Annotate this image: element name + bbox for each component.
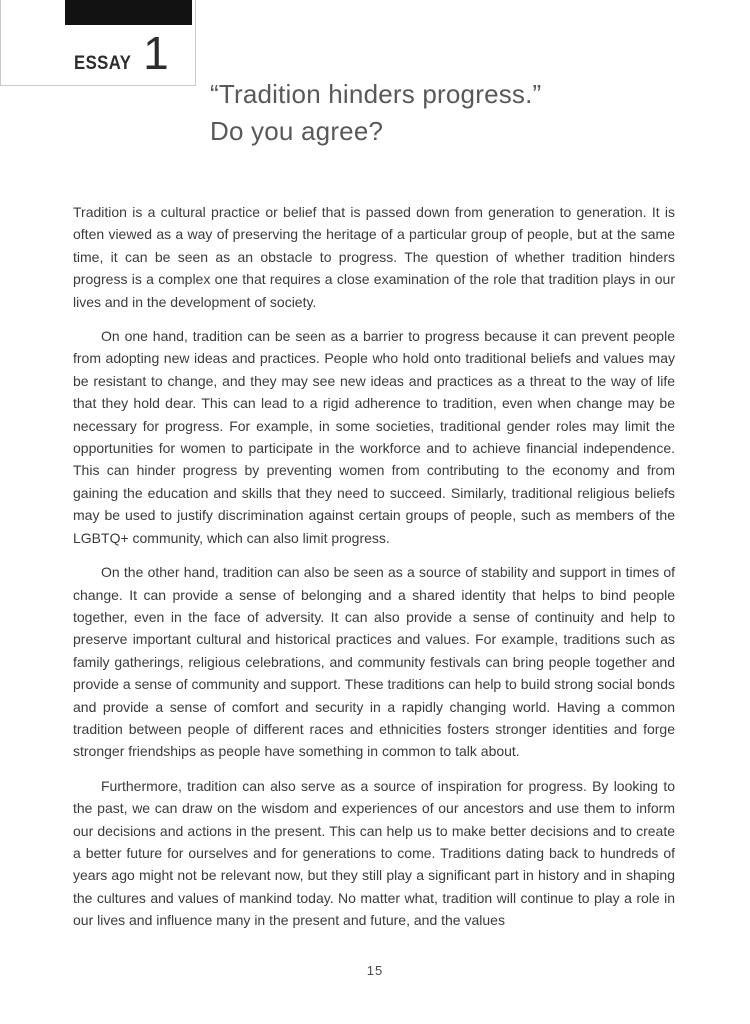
essay-title-line1: “Tradition hinders progress.”	[210, 79, 542, 109]
essay-tab-bar	[65, 0, 192, 25]
page-number: 15	[366, 963, 384, 978]
essay-title-line2: Do you agree?	[210, 116, 384, 146]
essay-paragraph-4: Furthermore, tradition can also serve as a source of inspiration for progress. By looking to the past, we can draw on the wisdom and experiences of our ancestors and use them to inform our decisions and actions in the present. This can help us to make better decisions and to create a better future for ourselves and for generations to come. Traditions dating back to hundreds of years ago might not be relevant now, but they still play a significant part in history and in shaping the cultures and values of mankind today. No matter what, tradition will continue to play a role in our lives and influence many in the present and future, and the values	[73, 777, 675, 929]
essay-label: ESSAY	[74, 53, 132, 74]
essay-number: 1	[143, 27, 169, 79]
essay-paragraph-1: Tradition is a cultural practice or belief that is passed down from generation to generation. It is often viewed as a way of preserving the heritage of a particular group of people, but at the same time, it can be seen as an obstacle to progress. The question of whether tradition hinders progress is a complex one that requires a close examination of the role that tradition plays in our lives and in the development of society.	[73, 204, 675, 310]
essay-paragraph-2: On one hand, tradition can be seen as a barrier to progress because it can prevent people from adopting new ideas and practices. People who hold onto traditional beliefs and values may be resistant to change, and they may see new ideas and practices as a threat to the way of life that they hold dear. This can lead to a rigid adherence to tradition, even when change may be necessary for progress. For example, in some societies, traditional gender roles may limit the opportunities for women to participate in the workforce and to achieve financial independence. This can hinder progress by preventing women from contributing to the economy and from gaining the education and skills that they need to succeed. Similarly, traditional religious beliefs may be used to justify discrimination against certain groups of people, such as members of the LGBTQ+ community, which can also limit progress.	[73, 328, 675, 546]
essay-header-box	[0, 0, 196, 86]
essay-header	[74, 27, 169, 79]
essay-body	[73, 201, 675, 944]
essay-paragraph-3: On the other hand, tradition can also be seen as a source of stability and support in times of change. It can provide a sense of belonging and a shared identity that helps to bind people together, even in the face of adversity. It can also provide a sense of continuity and help to preserve important cultural and historical practices and values. For example, traditions such as family gatherings, religious celebrations, and community festivals can bring people together and provide a sense of community and support. These traditions can help to build strong social bonds and provide a sense of comfort and security in a rapidly changing world. Having a common tradition between people of different races and ethnicities fosters stronger identities and forge stronger friendships as people have something in common to talk about.	[73, 564, 675, 760]
essay-title	[210, 76, 541, 150]
